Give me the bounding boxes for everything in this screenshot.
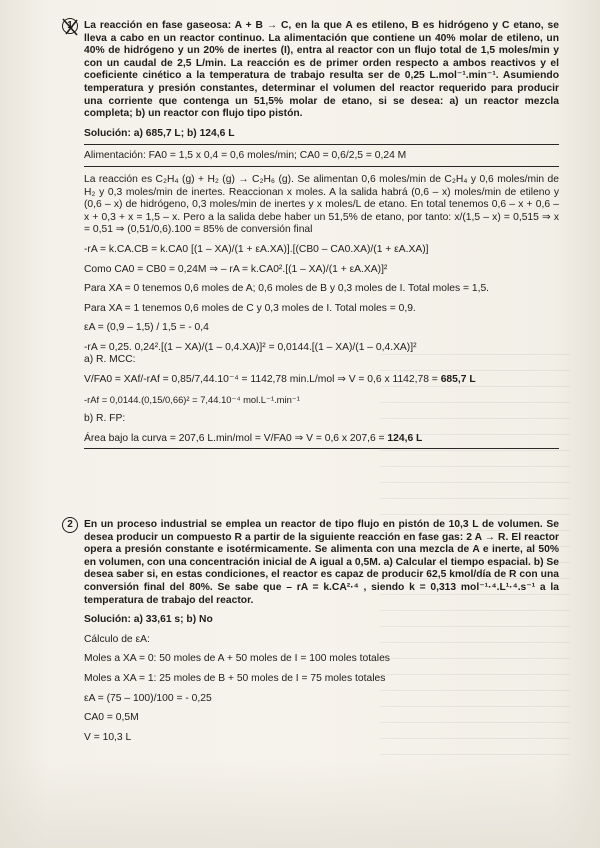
fp-equation	[84, 433, 559, 446]
page-bottom-shadow	[0, 758, 600, 848]
rate-law: -rA = k.CA.CB = k.CA0 [(1 – XA)/(1 + εA.XA)].[(CB0 – CA0.XA)/(1 + εA.XA)]	[84, 243, 429, 255]
divider	[84, 144, 559, 145]
ca0-line: CA0 = 0,5M	[84, 712, 139, 724]
como-line: Como CA0 = CB0 = 0,24M ⇒ – rA = k.CA0².[(1 – XA)/(1 + εA.XA)]²	[84, 263, 388, 275]
mcc-equation	[84, 374, 559, 387]
problem-2	[84, 519, 559, 744]
divider	[84, 448, 559, 449]
problem-2-solution: Solución: a) 33,61 s; b) No	[84, 614, 213, 626]
fp-equation-text: Área bajo la curva = 207,6 L.min/mol = V/FA0 ⇒ V = 0,6 x 207,6 =	[84, 432, 388, 444]
epsilon-calc-label: Cálculo de εA:	[84, 633, 150, 645]
epsilon-result: εA = (75 – 100)/100 = - 0,25	[84, 692, 212, 704]
mcc-equation-text: V/FA0 = XAf/-rAf = 0,85/7,44.10⁻⁴ = 1142,78 min.L/mol ⇒ V = 0,6 x 1142,78 =	[84, 374, 441, 386]
problem-1-marker: 1	[62, 18, 78, 34]
fp-label: b) R. FP:	[84, 413, 126, 425]
problem-2-marker: 2	[62, 517, 78, 533]
problem-1-statement: La reacción en fase gaseosa: A + B → C, en la que A es etileno, B es hidrógeno y C etano, se lleva a cabo en un reactor continuo. La alimentación que contiene un 40% molar de etileno, un 40% de hidrógeno y un 20% de inertes (I), entra al reactor con un flujo total de 1,5 moles/min y con un caudal de 2,5 L/min. La reacción es de primer orden respecto a ambos reactivos y el coeficiente cinético a la temperatura de trabajo resulta ser de 0,25 L.mol⁻¹.min⁻¹. Asumiendo temperatura y presión constantes, determinar el volumen del reactor requerido para producir una corriente que contenga un 51,5% molar de etano, si se desea: a) un reactor mezcla completa; b) un reactor con flujo tipo pistón.	[84, 20, 559, 120]
volume-line: V = 10,3 L	[84, 731, 132, 743]
feed-line: Alimentación: FA0 = 1,5 x 0,4 = 0,6 moles/min; CA0 = 0,6/2,5 = 0,24 M	[84, 150, 407, 162]
mcc-result: 685,7 L	[440, 374, 476, 386]
checkmark-icon	[60, 17, 80, 37]
reaction-paragraph: La reacción es C₂H₄ (g) + H₂ (g) → C₂H₆ (g). Se alimentan 0,6 moles/min de C₂H₄ y 0,6 moles/min de H₂ y 0,3 moles/min de inertes. Reaccionan x moles. A la salida habrá (0,6 – x) moles/min de etileno y (0,6 – x) de hidrógeno, 0,3 moles/min de inertes y x moles/L de etano. En total tenemos 0,6 – x + 0,6 – x + 0,3 + x = 1,5 – x. Pero a la salida debe haber un 51,5% de etano, por tanto: x/(1,5 – x) = 0,515 ⇒ x = 0,51 ⇒ (0,51/0,6).100 = 85% de conversión final	[84, 173, 559, 236]
epsilon-line: εA = (0,9 – 1,5) / 1,5 = - 0,4	[84, 322, 209, 334]
mcc-label: a) R. MCC:	[84, 354, 136, 366]
moles-one-line: Moles a XA = 1: 25 moles de B + 50 moles de I = 75 moles totales	[84, 672, 386, 684]
conversion-one-line: Para XA = 1 tenemos 0,6 moles de C y 0,3 moles de I. Total moles = 0,9.	[84, 302, 416, 314]
mcc-rate-line: -rAf = 0,0144.(0,15/0,66)² = 7,44.10⁻⁴ mol.L⁻¹.min⁻¹	[84, 393, 300, 405]
conversion-zero-line: Para XA = 0 tenemos 0,6 moles de A; 0,6 moles de B y 0,3 moles de I. Total moles = 1,5.	[84, 283, 490, 295]
problem-1-solution: Solución: a) 685,7 L; b) 124,6 L	[84, 127, 235, 139]
rate-numeric-line: -rA = 0,25. 0,24².[(1 – XA)/(1 – 0,4.XA)]² = 0,0144.[(1 – XA)/(1 – 0,4.XA)]²	[84, 341, 417, 353]
moles-zero-line: Moles a XA = 0: 50 moles de A + 50 moles de I = 100 moles totales	[84, 653, 390, 665]
fp-result: 124,6 L	[387, 432, 423, 444]
problem-1	[84, 20, 559, 449]
problem-2-statement: En un proceso industrial se emplea un reactor de tipo flujo en pistón de 10,3 L de volumen. Se desea producir un compuesto R a partir de la siguiente reacción en fase gas: 2 A → R. El reactor opera a presión constante e isotérmicamente. Se alimenta con una mezcla de A e inerte, al 50% en volumen, con una concentración inicial de A igual a 0,5M. a) Calcular el tiempo espacial. b) Se desea saber si, en estas condiciones, el reactor es capaz de producir 62,5 kmol/día de R con una conversión final del 80%. Se sabe que – rA = k.CA²·⁴ , siendo k = 0,313 mol⁻¹·⁴.L¹·⁴.s⁻¹ a la temperatura de trabajo del reactor.	[84, 519, 559, 606]
